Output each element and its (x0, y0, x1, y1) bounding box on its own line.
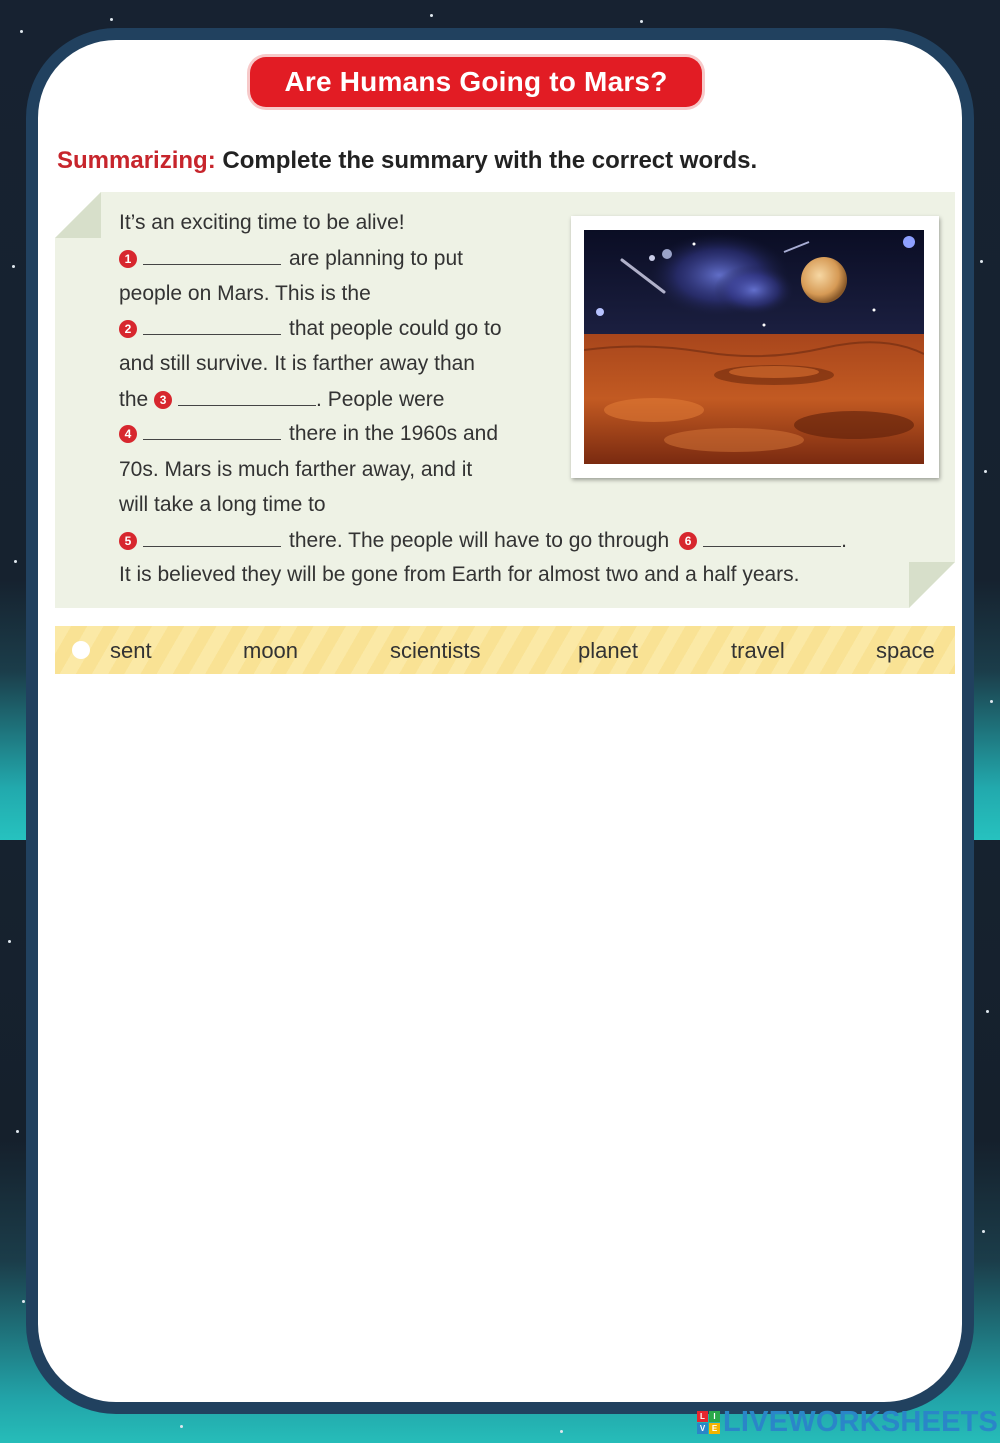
logo-letter: L (697, 1411, 708, 1422)
summary-text: the (119, 388, 149, 411)
word-bank-item[interactable]: scientists (390, 638, 481, 663)
summary-text: there in the 1960s and (289, 422, 498, 445)
number-badge-3: 3 (154, 391, 172, 409)
answer-blank-2[interactable] (143, 317, 281, 335)
number-badge-4: 4 (119, 425, 137, 443)
summary-line: people on Mars. This is the (119, 282, 371, 305)
answer-blank-1[interactable] (143, 247, 281, 265)
instruction (57, 147, 757, 175)
answer-blank-6[interactable] (703, 529, 841, 547)
summary-line (119, 421, 498, 447)
logo-letter: I (709, 1411, 720, 1422)
summary-line: It’s an exciting time to be alive! (119, 211, 405, 234)
word-bank-item[interactable]: travel (731, 638, 785, 663)
number-badge-6: 6 (679, 532, 697, 550)
liveworksheets-logo (697, 1404, 998, 1440)
instruction-label: Summarizing: (57, 147, 216, 174)
word-bank-item[interactable]: planet (578, 638, 638, 663)
number-badge-1: 1 (119, 250, 137, 268)
word-bank-item[interactable]: moon (243, 638, 299, 663)
summary-text: . People were (316, 388, 445, 411)
instruction-text: Complete the summary with the correct words. (222, 147, 758, 174)
summary-line (119, 246, 463, 272)
summary-line (119, 528, 847, 554)
summary-text: there. The people will have to go through (289, 529, 670, 552)
summary-text: that people could go to (289, 317, 502, 340)
word-bank-bullet (72, 641, 90, 659)
logo-text: LIVEWORKSHEETS (723, 1405, 999, 1438)
summary-line: will take a long time to (119, 493, 326, 516)
summary-text: are planning to put (289, 247, 463, 270)
summary-line (119, 316, 502, 342)
summary-line (119, 387, 444, 413)
answer-blank-5[interactable] (143, 529, 281, 547)
word-bank (55, 626, 955, 674)
summary-line: It is believed they will be gone from Earth for almost two and a half years. (119, 563, 800, 586)
logo-letter: V (697, 1423, 708, 1434)
number-badge-2: 2 (119, 320, 137, 338)
answer-blank-4[interactable] (143, 422, 281, 440)
summary-text: . (841, 529, 847, 552)
summary-line: and still survive. It is farther away than (119, 352, 475, 375)
summary-line: 70s. Mars is much farther away, and it (119, 458, 473, 481)
corner-fold-shade (909, 562, 955, 608)
corner-fold-shade (55, 192, 101, 238)
mars-space-image (584, 230, 924, 464)
word-bank-item[interactable]: space (876, 638, 935, 663)
mars-photo-frame (571, 216, 939, 478)
logo-letter: E (709, 1423, 720, 1434)
word-bank-item[interactable]: sent (110, 638, 152, 663)
mars-landscape-illustration (584, 230, 924, 464)
number-badge-5: 5 (119, 532, 137, 550)
logo-mark-icon (697, 1411, 720, 1434)
page-title: Are Humans Going to Mars? (250, 57, 702, 107)
answer-blank-3[interactable] (178, 388, 316, 406)
